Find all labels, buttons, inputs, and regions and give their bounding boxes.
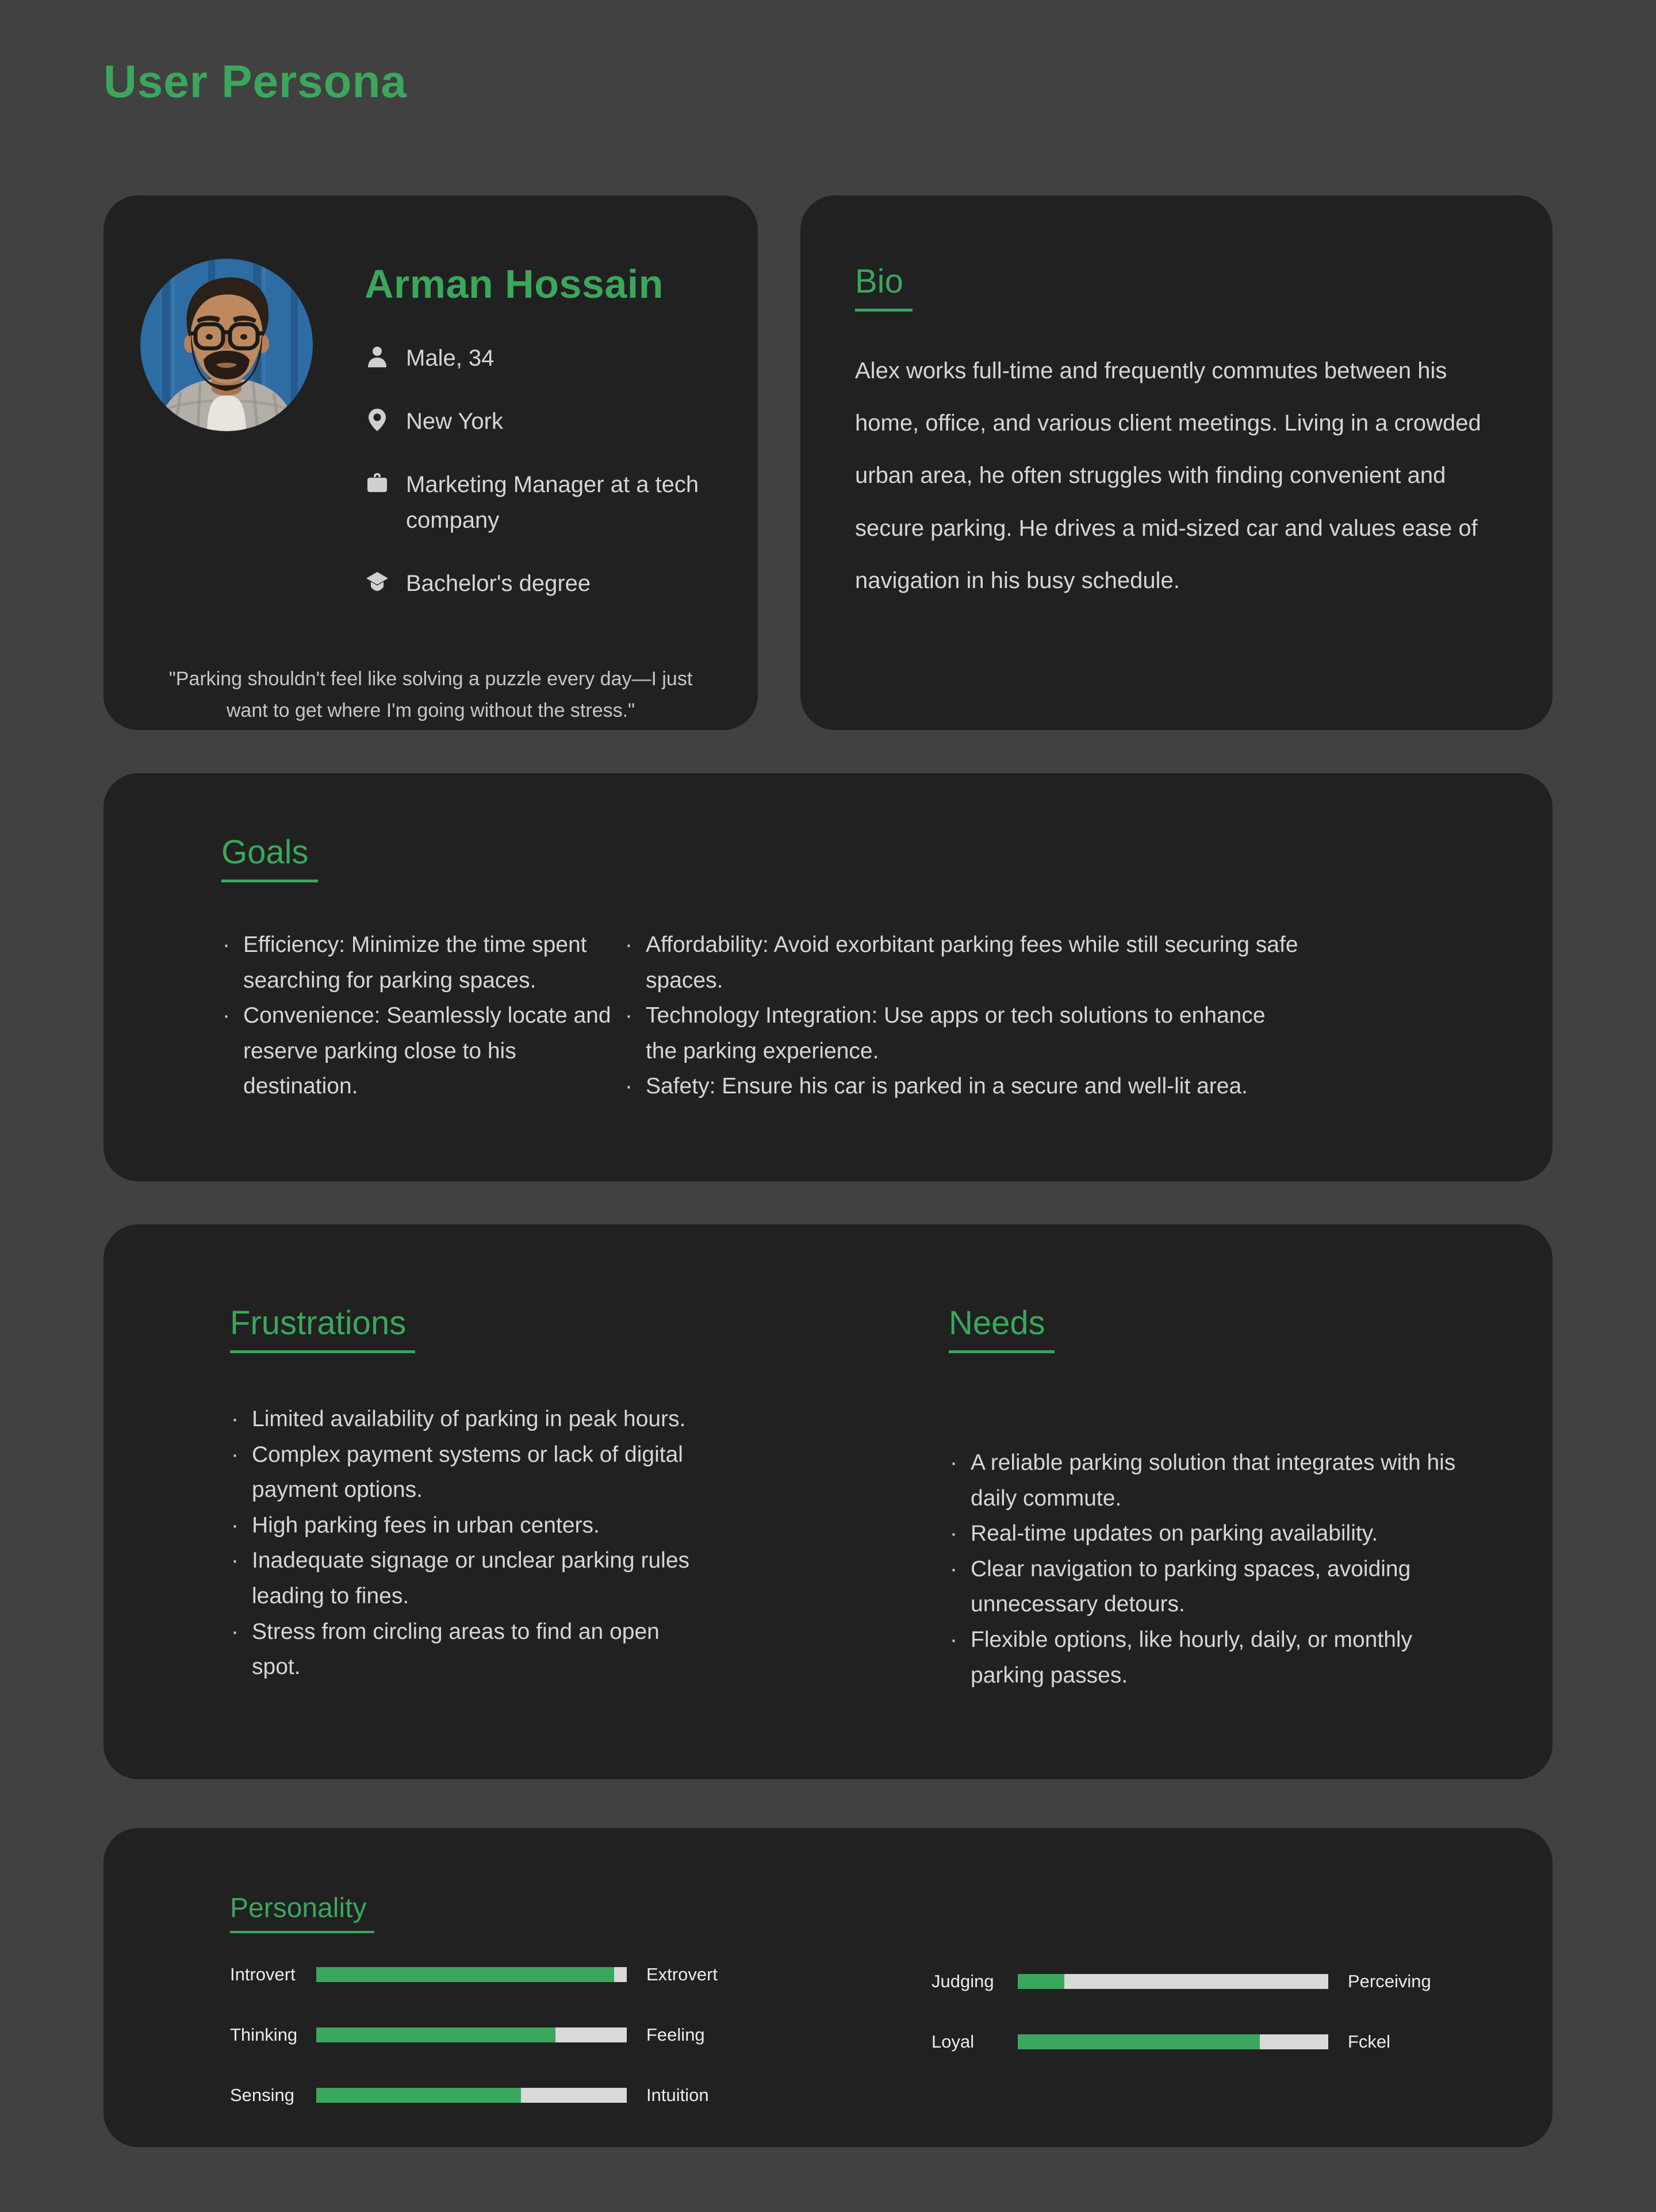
- slider-label: Introvert: [230, 1964, 296, 1984]
- detail-education: [365, 566, 721, 601]
- frustrations-heading: Frustrations: [230, 1304, 415, 1353]
- goals-card: [103, 773, 1552, 1181]
- list-item: · Convenience: Seamlessly locate and reserve parking close to his destination.: [221, 998, 624, 1104]
- slider-track: [1018, 1974, 1328, 1989]
- slider-loyal-fckel: [931, 2030, 1431, 2053]
- slider-track: [316, 2088, 627, 2103]
- briefcase-icon: [365, 470, 390, 496]
- list-item: · Limited availability of parking in peak hours.: [230, 1401, 707, 1437]
- slider-label: Perceiving: [1348, 1971, 1431, 1991]
- detail-text: Marketing Manager at a tech company: [406, 472, 699, 533]
- goals-list-right: [624, 927, 1302, 1104]
- goals-heading: Goals: [221, 833, 318, 882]
- list-item: · Real-time updates on parking availability.: [949, 1516, 1466, 1552]
- frustrations-list: [230, 1401, 707, 1685]
- graduation-cap-icon: [365, 569, 390, 594]
- slider-fill: [316, 1967, 614, 1982]
- personality-heading: Personality: [230, 1892, 374, 1933]
- detail-text: New York: [406, 409, 503, 434]
- slider-track: [1018, 2034, 1328, 2049]
- slider-label: Feeling: [646, 2025, 705, 2045]
- slider-judging-perceiving: [931, 1970, 1431, 1993]
- detail-text: Bachelor's degree: [406, 571, 591, 596]
- slider-label: Fckel: [1348, 2031, 1391, 2052]
- slider-column-left: [230, 1963, 747, 2144]
- list-item: · Technology Integration: Use apps or tech solutions to enhance the parking experience.: [624, 998, 1302, 1069]
- bio-card: [800, 195, 1552, 730]
- goals-list-left: [221, 927, 624, 1104]
- detail-location: [365, 404, 721, 439]
- needs-section: [949, 1304, 1466, 1693]
- slider-sensing-intuition: [230, 2084, 747, 2107]
- needs-list: [949, 1445, 1466, 1693]
- list-item: · Flexible options, like hourly, daily, or monthly parking passes.: [949, 1622, 1466, 1693]
- personality-card: [103, 1828, 1552, 2147]
- list-item: · Complex payment systems or lack of digital payment options.: [230, 1437, 707, 1508]
- avatar-illustration: [140, 259, 313, 431]
- slider-fill: [316, 2088, 521, 2103]
- location-pin-icon: [365, 407, 390, 432]
- slider-thinking-feeling: [230, 2023, 747, 2046]
- persona-name: Arman Hossain: [365, 262, 664, 306]
- slider-label: Judging: [931, 1971, 994, 1991]
- list-item: · A reliable parking solution that integrates with his daily commute.: [949, 1445, 1466, 1516]
- slider-label: Thinking: [230, 2025, 298, 2045]
- personality-sliders: [230, 1963, 1483, 2144]
- list-item: · Efficiency: Minimize the time spent searching for parking spaces.: [221, 927, 624, 998]
- slider-fill: [1018, 1974, 1064, 1989]
- person-icon: [365, 344, 390, 369]
- slider-track: [316, 1967, 627, 1982]
- slider-track: [316, 2027, 627, 2042]
- bio-heading: Bio: [855, 262, 913, 312]
- slider-fill: [316, 2027, 555, 2042]
- goals-columns: [221, 927, 1501, 1104]
- slider-introvert-extrovert: [230, 1963, 747, 1986]
- detail-occupation: [365, 467, 721, 538]
- frustrations-section: [230, 1304, 707, 1693]
- list-item: · Clear navigation to parking spaces, avoiding unnecessary detours.: [949, 1552, 1466, 1622]
- list-item: · Stress from circling areas to find an open spot.: [230, 1614, 707, 1685]
- slider-column-right: [931, 1963, 1431, 2144]
- frustrations-needs-card: [103, 1224, 1552, 1779]
- profile-info: [365, 259, 721, 629]
- profile-top: [140, 259, 721, 629]
- page-title: User Persona: [103, 56, 407, 107]
- detail-gender-age: [365, 340, 721, 376]
- needs-heading: Needs: [949, 1304, 1055, 1353]
- frustrations-needs-columns: [230, 1304, 1501, 1693]
- persona-quote: "Parking shouldn't feel like solving a puzzle every day—I just want to get where I'm going without the stress.": [168, 668, 693, 722]
- list-item: · High parking fees in urban centers.: [230, 1508, 707, 1543]
- list-item: · Affordability: Avoid exorbitant parking fees while still securing safe spaces.: [624, 927, 1302, 998]
- slider-label: Loyal: [931, 2031, 975, 2052]
- slider-fill: [1018, 2034, 1260, 2049]
- list-item: · Safety: Ensure his car is parked in a secure and well-lit area.: [624, 1069, 1302, 1104]
- detail-text: Male, 34: [406, 345, 494, 371]
- slider-label: Sensing: [230, 2085, 295, 2105]
- top-row: [103, 195, 1552, 730]
- profile-photo: [140, 259, 313, 431]
- profile-card: [103, 195, 758, 730]
- list-item: · Inadequate signage or unclear parking rules leading to fines.: [230, 1543, 707, 1614]
- bio-text: Alex works full-time and frequently commutes between his home, office, and various client meetings. Living in a crowded urban area, he often struggles with finding convenient and secure parking. He drives a mid-sized car and values ease of navigation in his busy schedule.: [855, 358, 1481, 593]
- slider-label: Intuition: [646, 2085, 709, 2105]
- slider-label: Extrovert: [646, 1964, 718, 1984]
